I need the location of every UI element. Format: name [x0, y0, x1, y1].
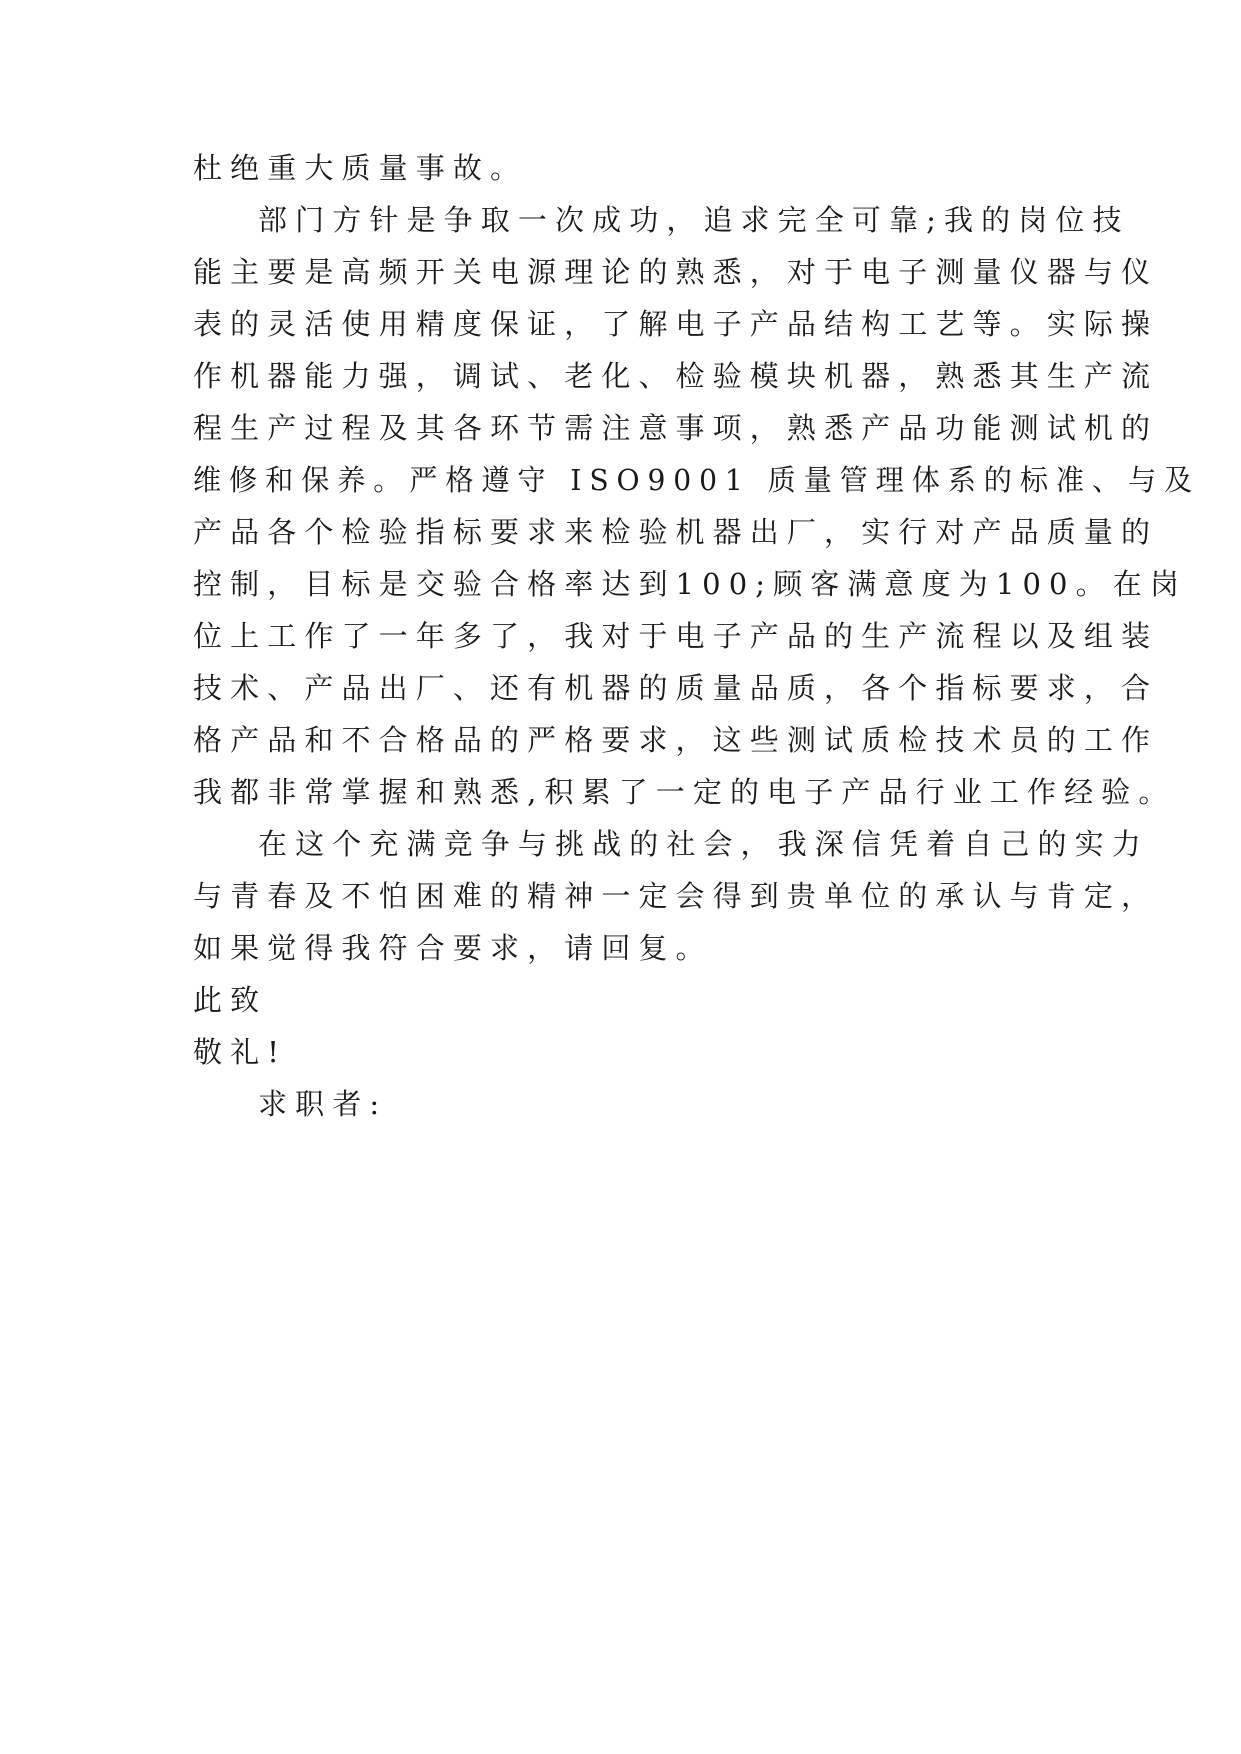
text-line: 产品各个检验指标要求来检验机器出厂，实行对产品质量的 [193, 515, 1159, 549]
paragraph-start-line: 在这个充满竞争与挑战的社会，我深信凭着自己的实力 [258, 827, 1149, 861]
text-line: 杜绝重大质量事故。 [193, 151, 528, 185]
text-line: 如果觉得我符合要求，请回复。 [193, 931, 713, 965]
text-line: 程生产过程及其各环节需注意事项，熟悉产品功能测试机的 [193, 411, 1159, 445]
text-line: 技术、产品出厂、还有机器的质量品质，各个指标要求，合 [193, 671, 1159, 705]
text-line: 能主要是高频开关电源理论的熟悉，对于电子测量仪器与仪 [193, 255, 1159, 289]
closing-phrase: 此致 [193, 983, 268, 1017]
signature-label: 求职者: [258, 1087, 388, 1121]
text-line: 作机器能力强，调试、老化、检验模块机器，熟悉其生产流 [193, 359, 1159, 393]
paragraph-start-line: 部门方针是争取一次成功，追求完全可靠;我的岗位技 [258, 203, 1130, 237]
text-line: 控制，目标是交验合格率达到100;顾客满意度为100。在岗 [193, 567, 1187, 601]
text-line: 与青春及不怕困难的精神一定会得到贵单位的承认与肯定， [193, 879, 1159, 913]
text-line: 我都非常掌握和熟悉,积累了一定的电子产品行业工作经验。 [193, 775, 1176, 809]
text-line: 位上工作了一年多了，我对于电子产品的生产流程以及组装 [193, 619, 1159, 653]
text-line: 格产品和不合格品的严格要求，这些测试质检技术员的工作 [193, 723, 1159, 757]
text-line: 表的灵活使用精度保证，了解电子产品结构工艺等。实际操 [193, 307, 1159, 341]
text-line: 维修和保养。严格遵守 ISO9001 质量管理体系的标准、与及 [193, 463, 1201, 497]
salutation: 敬礼! [193, 1035, 288, 1069]
